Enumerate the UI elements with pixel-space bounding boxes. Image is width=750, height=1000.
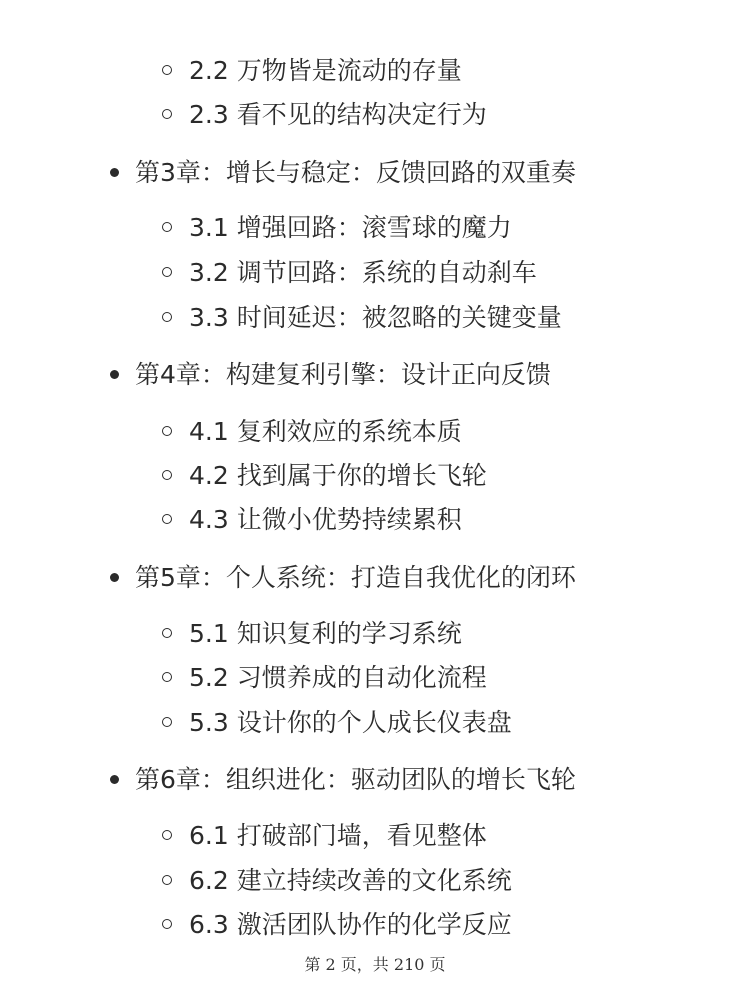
hollow-bullet-icon xyxy=(162,717,172,727)
toc-entry-text: 5.2 习惯养成的自动化流程 xyxy=(189,663,487,692)
toc-chapter-3[interactable] xyxy=(110,160,576,185)
toc-section-2-2[interactable] xyxy=(162,58,462,83)
toc-entry-text: 3.2 调节回路：系统的自动刹车 xyxy=(189,258,537,287)
toc-section-3-3[interactable] xyxy=(162,305,562,330)
toc-section-3-2[interactable] xyxy=(162,260,537,285)
toc-entry-text: 6.2 建立持续改善的文化系统 xyxy=(189,866,512,895)
hollow-bullet-icon xyxy=(162,672,172,682)
hollow-bullet-icon xyxy=(162,919,172,929)
toc-entry-text: 4.1 复利效应的系统本质 xyxy=(189,417,462,446)
toc-section-6-2[interactable] xyxy=(162,868,512,893)
toc-entry-text: 6.1 打破部门墙，看见整体 xyxy=(189,821,487,850)
hollow-bullet-icon xyxy=(162,65,172,75)
toc-entry-text: 4.3 让微小优势持续累积 xyxy=(189,505,462,534)
toc-entry-text: 4.2 找到属于你的增长飞轮 xyxy=(189,461,487,490)
toc-section-6-1[interactable] xyxy=(162,823,487,848)
hollow-bullet-icon xyxy=(162,830,172,840)
hollow-bullet-icon xyxy=(162,514,172,524)
toc-section-4-2[interactable] xyxy=(162,463,487,488)
toc-entry-text: 5.1 知识复利的学习系统 xyxy=(189,619,462,648)
hollow-bullet-icon xyxy=(162,312,172,322)
hollow-bullet-icon xyxy=(162,222,172,232)
toc-entry-text: 3.3 时间延迟：被忽略的关键变量 xyxy=(189,303,562,332)
toc-entry-text: 3.1 增强回路：滚雪球的魔力 xyxy=(189,213,512,242)
toc-section-6-3[interactable] xyxy=(162,912,512,937)
toc-entry-text: 6.3 激活团队协作的化学反应 xyxy=(189,910,512,939)
toc-chapter-4[interactable] xyxy=(110,362,551,387)
toc-entry-text: 第6章：组织进化：驱动团队的增长飞轮 xyxy=(135,765,576,794)
filled-bullet-icon xyxy=(110,370,119,379)
hollow-bullet-icon xyxy=(162,426,172,436)
filled-bullet-icon xyxy=(110,168,119,177)
toc-section-2-3[interactable] xyxy=(162,102,487,127)
filled-bullet-icon xyxy=(110,573,119,582)
hollow-bullet-icon xyxy=(162,109,172,119)
hollow-bullet-icon xyxy=(162,875,172,885)
toc-entry-text: 第3章：增长与稳定：反馈回路的双重奏 xyxy=(135,158,576,187)
toc-section-5-3[interactable] xyxy=(162,710,512,735)
toc-chapter-6[interactable] xyxy=(110,767,576,792)
toc-entry-text: 2.3 看不见的结构决定行为 xyxy=(189,100,487,129)
toc-entry-text: 2.2 万物皆是流动的存量 xyxy=(189,56,462,85)
hollow-bullet-icon xyxy=(162,470,172,480)
toc-chapter-5[interactable] xyxy=(110,565,576,590)
toc-section-3-1[interactable] xyxy=(162,215,512,240)
toc-section-5-2[interactable] xyxy=(162,665,487,690)
hollow-bullet-icon xyxy=(162,628,172,638)
filled-bullet-icon xyxy=(110,775,119,784)
page-number-footer: 第 2 页，共 210 页 xyxy=(304,955,446,974)
toc-entry-text: 5.3 设计你的个人成长仪表盘 xyxy=(189,708,512,737)
toc-entry-text: 第5章：个人系统：打造自我优化的闭环 xyxy=(135,563,576,592)
toc-section-5-1[interactable] xyxy=(162,621,462,646)
hollow-bullet-icon xyxy=(162,267,172,277)
toc-section-4-1[interactable] xyxy=(162,419,462,444)
toc-entry-text: 第4章：构建复利引擎：设计正向反馈 xyxy=(135,360,551,389)
toc-section-4-3[interactable] xyxy=(162,507,462,532)
